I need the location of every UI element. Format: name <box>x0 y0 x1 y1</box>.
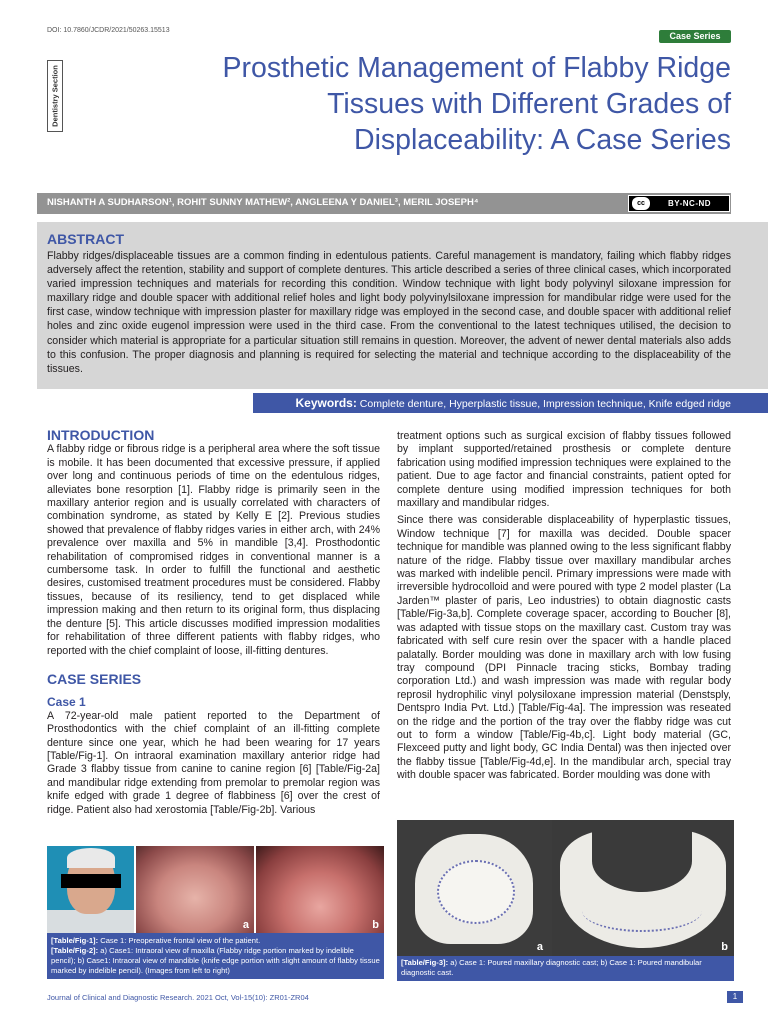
fig2-caption: a) Case1: Intraoral view of maxilla (Flabby ridge portion marked by indelible pencil); b) Case1: Intraoral view of mandible (knife edge portion with slight amount of flabby tissue marked by indelible pencil). (Images from left to right) <box>51 946 380 975</box>
page-number: 1 <box>727 991 743 1003</box>
intro-heading: INTRODUCTION <box>47 427 155 443</box>
figure-3-caption <box>397 956 734 981</box>
abstract-text: Flabby ridges/displaceable tissues are a common finding in edentulous patients. Careful management is mandatory, failing which flabby ridges adversely affect the retention, stability and support of complete dentures. This article described a series of three clinical cases, which incorporated varied impression techniques and materials for recording this condition. Window technique with light body polyvinyl siloxane impression for maxillary ridge and double spacer with additional relief holes and light body polyvinylsiloxane impression for mandibular ridge were used for the first case, window technique with impression plaster for maxillary ridge was employed in the second case, and double spacer with additional relief holes and zinc oxide eugenol impression were used in the third case. From the conventional to the latest techniques utilised, the decision to consider which material is appropriate for a particular situation still remains in question. Moreover, the advent of newer dental materials also adds to this confusion. The proper diagnosis and planning is required for selecting the material and technique according to the displaceability of the tissues. <box>47 250 731 375</box>
intro-paragraph: A flabby ridge or fibrous ridge is a peripheral area where the soft tissue is mobile. It has been documented that excessive pressure, if applied over long and continuous periods of time on the edentulous ridges, alleviates bone resorption [1]. Flabby ridge is primarily seen in the maxillary anterior region and is usually correlated with characters of combination syndrome, as stated by Kelly E [2]. Previous studies showed that prevalence of flabby ridges varies in either arch, with 24% prevalence over maxilla and 5% in mandible [3,4]. Prosthodontic rehabilitation of compromised ridges in conventional manner is a cumbersome task. In order to fulfill the functional and aesthetic desires, customised treatment procedures must be considered. Flabby tissues, because of its resiliency, tend to get displaced while impression making and then return to its original form, thus displacing the denture [5]. This article discusses modified impression modalities for rehabilitation of three different patients with flabby ridges, who reported with the chief complaint of loose, ill-fitting dentures. <box>47 443 380 657</box>
journal-footer: Journal of Clinical and Diagnostic Research. 2021 Oct, Vol-15(10): ZR01-ZR04 <box>47 993 309 1002</box>
keywords-label: Keywords: <box>295 396 357 410</box>
keywords-text: Complete denture, Hyperplastic tissue, Impression technique, Knife edged ridge <box>359 398 731 410</box>
license-label: BY-NC-ND <box>667 199 712 208</box>
title-line-1: Prosthetic Management of Flabby Ridge <box>222 52 731 84</box>
title-line-2: Tissues with Different Grades of <box>327 88 731 120</box>
fig1-caption: Case 1: Preoperative frontal view of the patient. <box>98 936 261 945</box>
figure-3-label-a: a <box>536 941 543 953</box>
keywords-bar <box>253 393 768 413</box>
doi-text: DOI: 10.7860/JCDR/2021/50263.15513 <box>47 27 170 34</box>
maxillary-cast-photo <box>397 820 549 956</box>
fig3-caption: a) Case 1: Poured maxillary diagnostic cast; b) Case 1: Poured mandibular diagnostic cast. <box>401 958 702 977</box>
author-list: NISHANTH A SUDHARSON¹, ROHIT SUNNY MATHEW², ANGLEENA Y DANIEL³, MERIL JOSEPH⁴ <box>47 197 479 208</box>
left-column <box>47 429 380 817</box>
creative-commons-icon: cc <box>632 197 650 210</box>
case-series-heading: CASE SERIES <box>47 670 142 687</box>
license-badge[interactable] <box>628 195 730 212</box>
figure-3-label-b: b <box>721 941 728 953</box>
case1-paragraph: A 72-year-old male patient reported to the Department of Prosthodontics with the chief complaint of an ill-fitting complete denture since one year, which he had been wearing for 17 years [Table/Fig-1]. On intraoral examination maxillary anterior ridge had Grade 3 flabby tissue from canine to canine region [6] [Table/Fig-2a] and mandibular ridge extending from premolar to premolar region was knife edged with grade 1 degree of flabbiness [6] over the crest of ridge. Patient also had xerostomia [Table/Fig-2b]. Various <box>47 709 380 816</box>
section-label: Dentistry Section <box>50 65 60 127</box>
patient-photo <box>47 846 134 933</box>
fig3-ref: [Table/Fig-3]: <box>401 958 449 967</box>
fig2-ref: [Table/Fig-2]: <box>51 946 99 955</box>
right-paragraph-1: treatment options such as surgical excision of flabby tissues followed by implant supported/retained prosthesis or complete denture fabrication using modified impression techniques were explained to the patient. Due to age factor and financial constraints, patient opted for complete denture using modified impression techniques for both maxillary and mandibular ridges. <box>397 430 731 510</box>
figure-1-2-images <box>47 846 384 933</box>
title-line-3: Displaceability: A Case Series <box>353 124 731 156</box>
maxilla-photo <box>136 846 254 933</box>
mandibular-cast-photo <box>552 820 734 956</box>
figure-label-b: b <box>372 919 379 931</box>
case1-heading: Case 1 <box>47 695 86 710</box>
mandible-photo <box>256 846 384 933</box>
right-column <box>397 430 731 783</box>
figure-3-images <box>397 820 734 956</box>
section-tab <box>47 60 63 132</box>
abstract-heading: ABSTRACT <box>47 231 124 247</box>
figure-1-2-caption <box>47 933 384 979</box>
fig1-ref: [Table/Fig-1]: <box>51 936 99 945</box>
article-title <box>111 50 731 158</box>
right-paragraph-2: Since there was considerable displaceability of hyperplastic tissues, Window technique [7] for maxilla was decided. Double spacer technique for mandible was planned owing to the less significant flabby nature of the ridge. Flabby tissue over maxillary mandibular arches was marked with indelible pencil. Primary impressions were made with irreversible hydrocolloid and were poured with type 2 model plaster (La Jarden™ plaster of paris, Leo industries) to obtain diagnostic casts [Table/Fig-3a,b]. Complete coverage spacer, according to Boucher [8], was adapted with tissue stops on the maxillary cast. Custom tray was fabricated with self cure resin over the spacer with a handle placed palatally. Border moulding was done in maxillary arch with low fusing tray compound (DPI Pinnacle tracing sticks, Bombay trading corporation Ltd.) and wash impression was made with regular body reprosil hydrophilic vinyl polysiloxane impression material (Denstsply, Dentspro India Pvt. Ltd.) [Table/Fig-4a]. The impression was reseated on the ridge and the portion of the tray over the flabby ridge was cut out to form a window [Table/Fig-4b,c]. Light body material (GC, Flexceed putty and light body, GC India Dental) was then injected over the flabby tissue [Table/Fig-4d,e]. In the mandibular arch, special tray with double spacer was fabricated. Border moulding was done with <box>397 514 731 782</box>
article-type-badge: Case Series <box>659 30 731 43</box>
figure-label-a: a <box>242 919 249 931</box>
